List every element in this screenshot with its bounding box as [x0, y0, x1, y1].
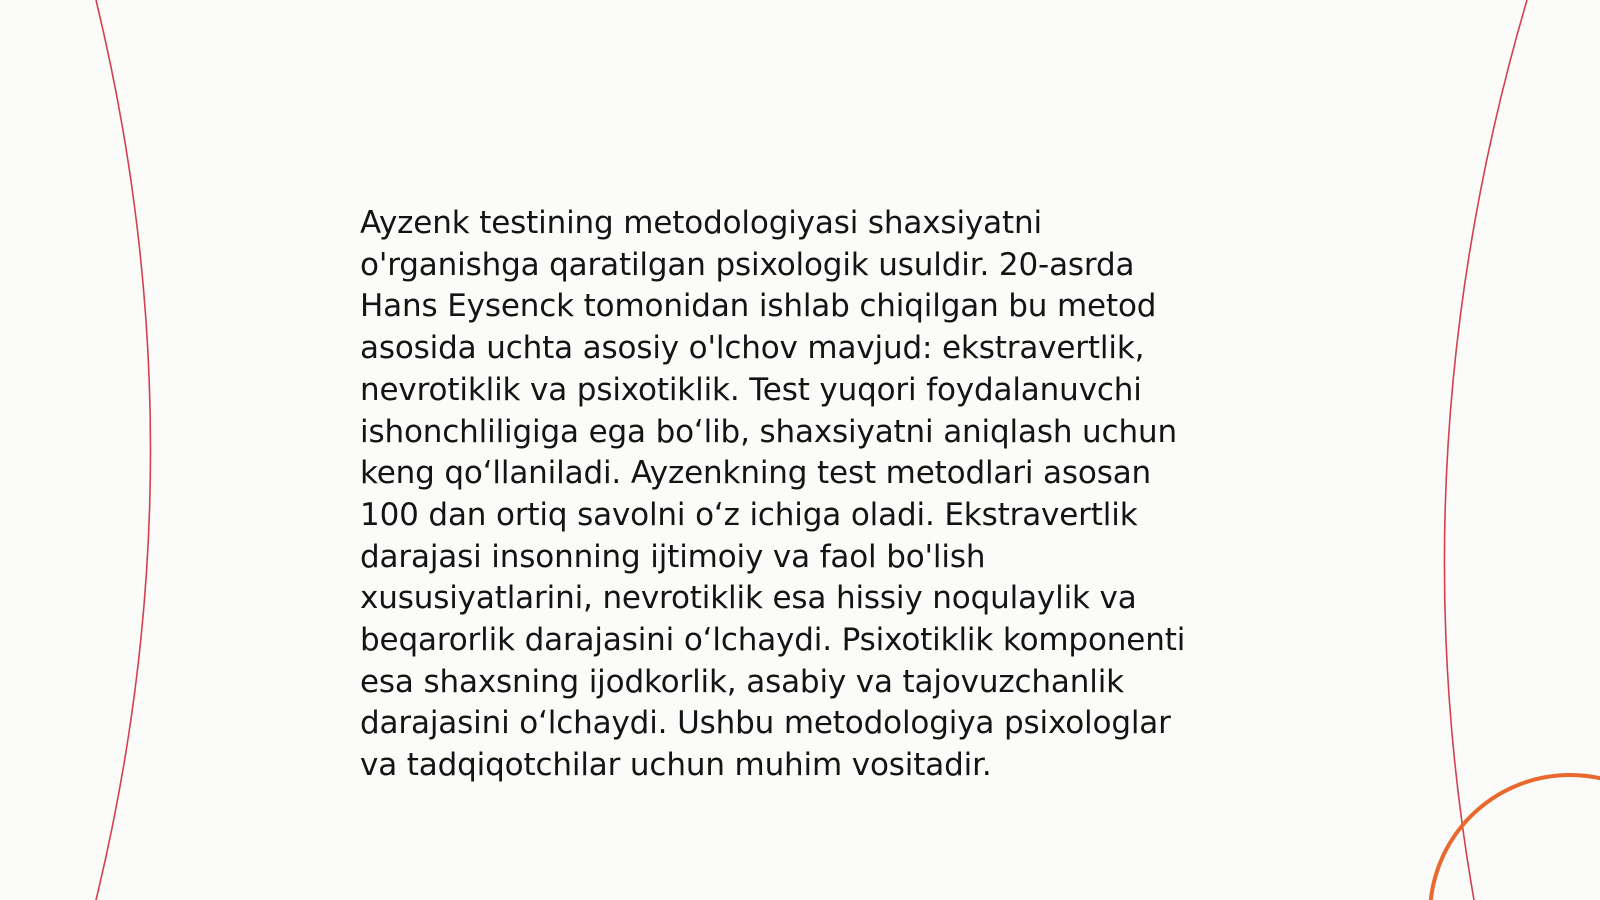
- text-line: va tadqiqotchilar uchun muhim vositadir.: [360, 747, 992, 784]
- text-line: Ayzenk testining metodologiyasi shaxsiyatni: [360, 205, 1042, 241]
- body-paragraph: [360, 203, 1240, 787]
- text-line: darajasi insonning ijtimoiy va faol bo'lish: [360, 538, 986, 575]
- text-line: darajasini o‘lchaydi. Ushbu metodologiya psixologlar: [360, 705, 1171, 742]
- text-line: asosida uchta asosiy o'lchov mavjud: ekstravertlik,: [360, 330, 1145, 367]
- text-line: 100 dan ortiq savolni o‘z ichiga oladi. Ekstravertlik: [360, 496, 1138, 533]
- text-line: Hans Eysenck tomonidan ishlab chiqilgan bu metod: [360, 288, 1157, 325]
- text-line: xususiyatlarini, nevrotiklik esa hissiy noqulaylik va: [360, 580, 1137, 617]
- text-line: nevrotiklik va psixotiklik. Test yuqori foydalanuvchi: [360, 371, 1142, 408]
- text-line: o'rganishga qaratilgan psixologik usuldir. 20-asrda: [360, 246, 1135, 283]
- left-arc-line: [96, 0, 151, 900]
- corner-circle: [1430, 775, 1600, 900]
- text-line: keng qo‘llaniladi. Ayzenkning test metodlari asosan: [360, 455, 1152, 492]
- text-line: ishonchliligiga ega bo‘lib, shaxsiyatni aniqlash uchun: [360, 413, 1177, 450]
- text-line: beqarorlik darajasini o‘lchaydi. Psixotiklik komponenti: [360, 622, 1186, 659]
- text-line: esa shaxsning ijodkorlik, asabiy va tajovuzchanlik: [360, 663, 1124, 700]
- right-arc-line: [1444, 0, 1527, 900]
